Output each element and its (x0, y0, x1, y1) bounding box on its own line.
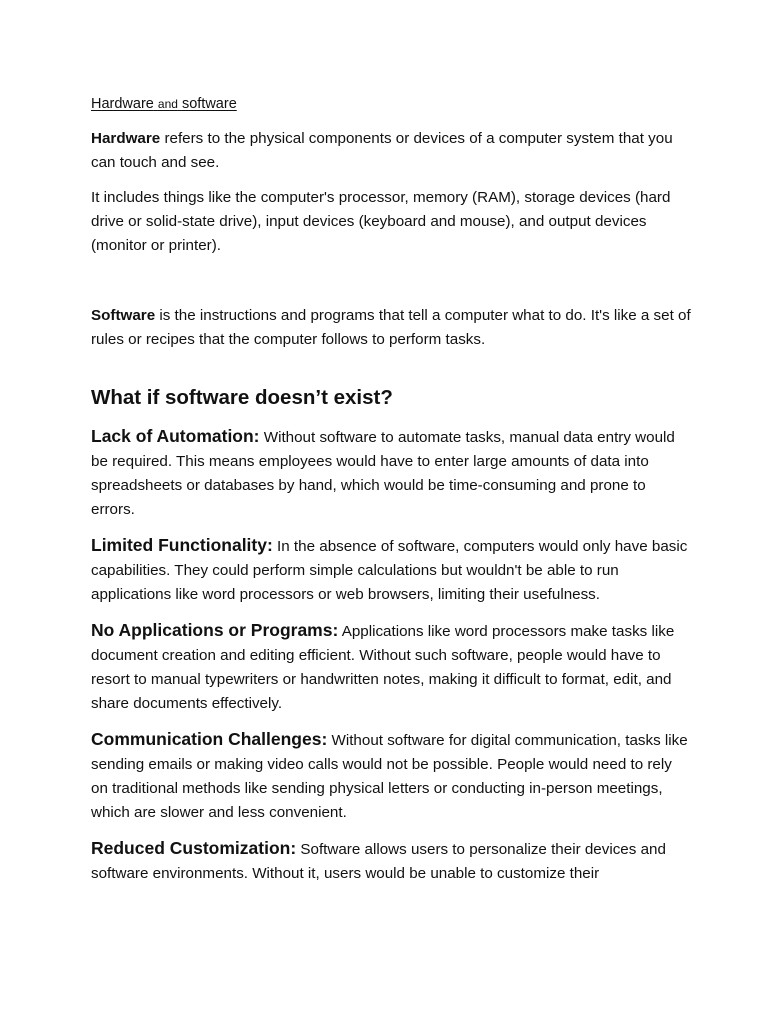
item-reduced-customization (91, 836, 691, 886)
item-no-applications (91, 618, 691, 716)
hardware-term: Hardware (91, 130, 161, 147)
document-page (91, 94, 691, 886)
document-title (91, 94, 691, 114)
item-limited-functionality (91, 533, 691, 607)
item-communication-challenges (91, 727, 691, 825)
item-text: Without software for digital communication, tasks like sending emails or making video calls would not be possible. People would need to rely on traditional methods like sending physical letters or conducting in-person meetings, which are slower and less convenient. (91, 732, 688, 821)
software-definition-text: is the instructions and programs that tell a computer what to do. It's like a set of rules or recipes that the computer follows to perform tasks. (91, 307, 691, 348)
item-lead: Communication Challenges: (91, 729, 328, 749)
item-text: Applications like word processors make tasks like document creation and editing efficient. Without such software, people would have to resort to manual typewriters or handwritten notes, making it difficult to format, edit, and share documents effectively. (91, 623, 675, 712)
software-definition (91, 304, 691, 352)
title-word-software: software (181, 96, 237, 112)
item-text: Without software to automate tasks, manual data entry would be required. This means employees would have to enter large amounts of data into spreadsheets or databases by hand, which would be time-consuming and prone to errors. (91, 429, 675, 518)
item-lack-of-automation (91, 424, 691, 522)
item-lead: Lack of Automation: (91, 426, 260, 446)
title-word-and: and (157, 97, 178, 111)
title-word-hardware: Hardware (91, 96, 154, 112)
item-lead: Limited Functionality: (91, 535, 273, 555)
item-lead: Reduced Customization: (91, 838, 297, 858)
hardware-definition (91, 127, 691, 175)
software-term: Software (91, 307, 156, 324)
item-text: In the absence of software, computers would only have basic capabilities. They could perform simple calculations but wouldn't be able to run applications like word processors or web browsers, limiting their usefulness. (91, 538, 688, 603)
item-lead: No Applications or Programs: (91, 620, 339, 640)
section-heading: What if software doesn’t exist? (91, 386, 393, 409)
hardware-examples: It includes things like the computer's processor, memory (RAM), storage devices (hard drive or solid-state drive), input devices (keyboard and mouse), and output devices (monitor or printer). (91, 189, 671, 254)
item-text: Software allows users to personalize their devices and software environments. Without it, users would be unable to customize their (91, 841, 666, 882)
hardware-definition-text: refers to the physical components or devices of a computer system that you can touch and see. (91, 130, 673, 171)
